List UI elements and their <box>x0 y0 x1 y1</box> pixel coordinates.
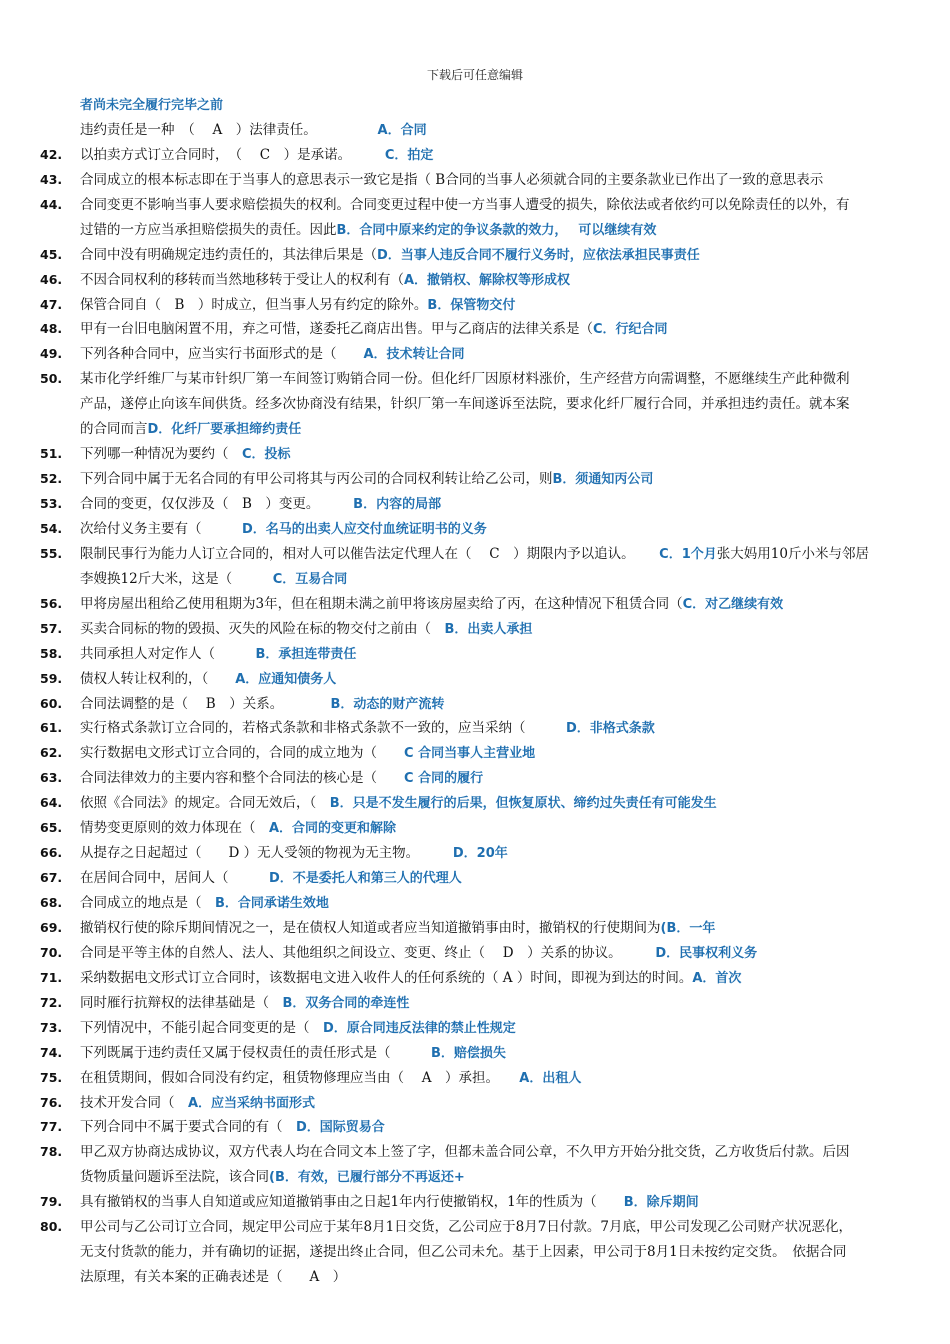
question-text <box>80 991 920 1016</box>
question-line <box>40 716 920 741</box>
question-text <box>80 716 920 741</box>
question-text <box>80 1215 920 1240</box>
question-body: 买卖合同标的物的毁损、灭失的风险在标的物交付之前由（ <box>80 620 445 637</box>
question-text <box>80 293 920 318</box>
answer-text: A．技术转让合同 <box>363 347 465 363</box>
question-body: 撤销权行使的除斥期间情况之一，是在债权人知道或者应当知道撤销事由时，撤销权的行使期间为 <box>80 919 661 936</box>
question-line <box>40 1215 920 1240</box>
question-body: 从提存之日起超过（ D ）无人受领的物视为无主物。 <box>80 845 453 862</box>
question-line <box>40 1265 920 1290</box>
question-number: 43. <box>40 171 63 187</box>
question-line <box>40 1091 920 1116</box>
question-line <box>40 891 920 916</box>
question-text <box>80 1165 920 1190</box>
question-line <box>40 293 920 318</box>
question-number: 55. <box>40 545 63 561</box>
question-body: 下列合同中不属于要式合同的有（ <box>80 1119 296 1136</box>
question-line <box>40 218 920 243</box>
answer-text: B．双务合同的牵连性 <box>282 995 410 1011</box>
question-line <box>40 692 920 717</box>
answer-text: C．拍定 <box>384 147 434 163</box>
question-line <box>40 517 920 542</box>
question-text <box>80 367 920 392</box>
question-text <box>80 916 920 941</box>
answer-text: B．合同承诺生效地 <box>215 896 329 911</box>
question-text <box>80 1265 920 1290</box>
question-number: 48. <box>40 321 63 337</box>
question-line <box>40 367 920 392</box>
question-text <box>80 517 920 542</box>
question-body: 合同变更不影响当事人要求赔偿损失的权利。合同变更过程中使一方当事人遭受的损失，除依法或者依约可以免除责任的以外，有 <box>80 196 850 213</box>
answer-text: B．除斥期间 <box>623 1195 699 1211</box>
question-line <box>40 1041 920 1066</box>
page-header: 下载后可任意编辑 <box>426 68 523 82</box>
answer-text: 者尚未完全履行完毕之前 <box>80 98 224 113</box>
question-body: 甲乙双方协商达成协议，双方代表人均在合同文本上签了字，但都未盖合同公章，不久甲方开始分批交货，乙方收货后付款。后因 <box>80 1144 850 1161</box>
question-number: 49. <box>40 346 63 362</box>
question-number: 54. <box>40 520 63 536</box>
question-text <box>80 592 920 617</box>
question-number: 72. <box>40 994 63 1010</box>
question-text <box>80 492 920 517</box>
question-body: 在租赁期间，假如合同没有约定，租赁物修理应当由（ A ）承担。 <box>80 1069 520 1086</box>
question-text <box>80 93 920 118</box>
answer-text: A．出租人 <box>519 1070 582 1086</box>
question-text <box>80 567 920 592</box>
question-text <box>80 417 920 442</box>
answer-text: B．须通知丙公司 <box>552 472 654 488</box>
answer-text: A．撤销权、解除权等形成权 <box>404 272 571 288</box>
question-body: 技术开发合同（ <box>80 1094 188 1111</box>
question-text <box>80 1091 920 1116</box>
question-line <box>40 1140 920 1165</box>
question-number: 73. <box>40 1019 63 1035</box>
answer-text: B．保管物交付 <box>427 297 516 313</box>
question-body: 同时雁行抗辩权的法律基础是（ <box>80 994 283 1011</box>
question-body: 下列合同中属于无名合同的有甲公司将其与丙公司的合同权利转让给乙公司，则 <box>80 471 553 488</box>
answer-text: A．合同 <box>377 122 427 138</box>
question-line <box>40 1115 920 1140</box>
question-body: 实行数据电文形式订立合同的，合同的成立地为（ <box>80 745 404 762</box>
question-line <box>40 118 920 143</box>
question-line <box>40 268 920 293</box>
question-number: 44. <box>40 196 63 212</box>
question-text <box>80 791 920 816</box>
question-body: 过错的一方应当承担赔偿损失的责任。因此 <box>80 221 337 238</box>
question-text <box>80 243 920 268</box>
answer-text: A．合同的变更和解除 <box>269 821 397 837</box>
question-text <box>80 816 920 841</box>
question-text <box>80 891 920 916</box>
question-text <box>80 1016 920 1041</box>
question-line <box>40 392 920 417</box>
question-number: 57. <box>40 620 63 636</box>
answer-text: A．应通知债务人 <box>235 671 337 687</box>
answer-text: B．动态的财产流转 <box>330 696 445 712</box>
question-body: 无支付货款的能力，并有确切的证据，遂提出终止合同，但乙公司未允。基于上因素，甲公司于8月1日未按约定交货。 依据合同 <box>80 1244 847 1261</box>
question-text <box>80 442 920 467</box>
answer-text: D．名马的出卖人应交付血统证明书的义务 <box>242 521 487 537</box>
question-number: 78. <box>40 1144 63 1160</box>
answer-text: B．只是不发生履行的后果，但恢复原状、缔约过失责任有可能发生 <box>329 796 717 812</box>
question-line <box>40 93 920 118</box>
question-number: 74. <box>40 1044 63 1060</box>
question-number: 75. <box>40 1069 63 1085</box>
question-number: 63. <box>40 770 63 786</box>
question-line <box>40 766 920 791</box>
question-text <box>80 1115 920 1140</box>
question-line <box>40 1016 920 1041</box>
question-line <box>40 1066 920 1091</box>
question-body: 共同承担人对定作人（ <box>80 645 256 662</box>
question-text <box>80 1066 920 1091</box>
question-number: 59. <box>40 670 63 686</box>
question-line <box>40 1165 920 1190</box>
question-number: 67. <box>40 870 63 886</box>
question-line <box>40 243 920 268</box>
question-body: 具有撤销权的当事人自知道或应知道撤销事由之日起1年内行使撤销权，1年的性质为（ <box>80 1194 624 1211</box>
question-body: 情势变更原则的效力体现在（ <box>80 820 269 837</box>
question-body: 甲将房屋出租给乙使用租期为3年，但在租期未满之前甲将该房屋卖给了丙，在这种情况下租赁合同（ <box>80 595 683 612</box>
question-number: 58. <box>40 645 63 661</box>
question-number: 64. <box>40 795 63 811</box>
question-line <box>40 816 920 841</box>
answer-text: D．化纤厂要承担缔约责任 <box>147 422 302 438</box>
question-number: 53. <box>40 496 63 511</box>
question-line <box>40 642 920 667</box>
question-number: 77. <box>40 1119 63 1135</box>
question-text <box>80 866 920 891</box>
answer-text: C．互易合同 <box>272 571 348 587</box>
answer-text: D．不是委托人和第三人的代理人 <box>269 871 462 887</box>
question-number: 65. <box>40 820 63 836</box>
answer-text: D．当事人违反合同不履行义务时，应依法承担民事责任 <box>377 247 700 263</box>
question-number: 60. <box>40 695 63 711</box>
question-number: 62. <box>40 745 63 761</box>
question-line <box>40 567 920 592</box>
question-number: 68. <box>40 895 63 910</box>
answer-text: D．国际贸易合 <box>296 1120 385 1136</box>
question-body: 限制民事行为能力人订立合同的，相对人可以催告法定代理人在（ C ）期限内予以追认。 <box>80 545 660 562</box>
question-number: 71. <box>40 969 63 985</box>
answer-text: A．应当采纳书面形式 <box>188 1095 316 1111</box>
question-line <box>40 592 920 617</box>
question-number: 47. <box>40 296 63 312</box>
question-line <box>40 168 920 193</box>
question-text <box>80 168 920 193</box>
question-line <box>40 667 920 692</box>
question-line <box>40 991 920 1016</box>
question-body: 下列哪一种情况为要约（ <box>80 446 242 463</box>
question-body: 合同成立的根本标志即在于当事人的意思表示一致它是指（ B合同的当事人必须就合同的主要条款业已作出了一致的意思表示 <box>80 171 824 188</box>
question-line <box>40 317 920 342</box>
question-body: 甲有一台旧电脑闲置不用，弃之可惜，遂委托乙商店出售。甲与乙商店的法律关系是（ <box>80 321 593 338</box>
question-body: 在居间合同中，居间人（ <box>80 870 269 887</box>
answer-text: D．非格式条款 <box>566 721 655 737</box>
question-text <box>80 193 920 218</box>
question-body: 次给付义务主要有（ <box>80 520 242 537</box>
question-text <box>80 966 920 991</box>
question-line <box>40 467 920 492</box>
question-continuation: 张大妈用10斤小米与邻居 <box>716 545 869 562</box>
answer-text: A．首次 <box>692 970 742 986</box>
question-text <box>80 1041 920 1066</box>
question-text <box>80 342 920 367</box>
question-body: 合同中没有明确规定违约责任的，其法律后果是（ <box>80 246 377 263</box>
question-body: 合同的变更，仅仅涉及（ B ）变更。 <box>80 496 354 512</box>
question-body: 法原理，有关本案的正确表述是（ A ） <box>80 1269 347 1286</box>
question-body: 不因合同权利的移转而当然地移转于受让人的权利有（ <box>80 271 404 288</box>
question-line <box>40 442 920 467</box>
answer-text: B．承担连带责任 <box>255 646 357 662</box>
answer-text: D．民事权利义务 <box>655 945 758 961</box>
question-text <box>80 841 920 866</box>
question-text <box>80 1140 920 1165</box>
question-text <box>80 667 920 692</box>
answer-text: B．内容的局部 <box>353 497 442 512</box>
question-body: 某市化学纤维厂与某市针织厂第一车间签订购销合同一份。但化纤厂因原材料涨价，生产经营方向需调整，不愿继续生产此种微利 <box>80 371 850 388</box>
answer-text: C 合同的履行 <box>404 771 484 787</box>
question-text <box>80 1190 920 1215</box>
question-number: 70. <box>40 944 63 960</box>
question-line <box>40 342 920 367</box>
question-body: 采纳数据电文形式订立合同时，该数据电文进入收件人的任何系统的（ A ）时间，即视为到达的时间。 <box>80 969 693 986</box>
question-body: 产品，遂停止向该车间供货。经多次协商没有结果，针织厂第一车间遂诉至法院，要求化纤厂履行合同，并承担违约责任。就本案 <box>80 396 850 413</box>
question-text <box>80 766 920 791</box>
question-number: 56. <box>40 595 63 611</box>
question-body: 合同法律效力的主要内容和整个合同法的核心是（ <box>80 770 404 787</box>
question-text <box>80 392 920 417</box>
question-body: 实行格式条款订立合同的，若格式条款和非格式条款不一致的，应当采纳（ <box>80 720 566 737</box>
answer-text: D．20年 <box>452 846 508 862</box>
question-body: 下列既属于违约责任又属于侵权责任的责任形式是（ <box>80 1044 431 1061</box>
question-list <box>40 93 920 1290</box>
question-text <box>80 941 920 966</box>
question-body: 债权人转让权利的，（ <box>80 670 236 687</box>
question-line <box>40 143 920 168</box>
question-line <box>40 841 920 866</box>
answer-text: D．原合同违反法律的禁止性规定 <box>323 1020 516 1036</box>
question-body: 合同法调整的是（ B ）关系。 <box>80 695 331 712</box>
question-text <box>80 741 920 766</box>
question-text <box>80 542 920 567</box>
question-body: 下列各种合同中，应当实行书面形式的是（ <box>80 346 364 363</box>
question-body: 甲公司与乙公司订立合同，规定甲公司应于某年8月1日交货，乙公司应于8月7日付款。7月底，甲公司发现乙公司财产状况恶化， <box>80 1219 852 1236</box>
question-number: 69. <box>40 919 63 935</box>
question-number: 61. <box>40 720 63 736</box>
question-body: 保管合同自（ B ）时成立，但当事人另有约定的除外。 <box>80 296 428 313</box>
question-text <box>80 642 920 667</box>
answer-text: (B．有效，已履行部分不再返还+ <box>269 1170 465 1186</box>
answer-text: B．出卖人承担 <box>444 621 533 637</box>
question-line <box>40 966 920 991</box>
question-line <box>40 866 920 891</box>
question-number: 42. <box>40 146 63 162</box>
question-text <box>80 143 920 168</box>
answer-text: C．对乙继续有效 <box>682 596 784 612</box>
question-body: 货物质量问题诉至法院，该合同 <box>80 1169 269 1186</box>
question-text <box>80 1240 920 1265</box>
question-text <box>80 692 920 717</box>
question-line <box>40 791 920 816</box>
question-number: 51. <box>40 446 63 462</box>
question-body: 以拍卖方式订立合同时， （ C ）是承诺。 <box>80 146 385 163</box>
question-text <box>80 268 920 293</box>
answer-text: (B．一年 <box>660 920 716 936</box>
question-text <box>80 118 920 143</box>
question-line <box>40 741 920 766</box>
question-number: 80. <box>40 1219 63 1235</box>
question-number: 50. <box>40 371 63 387</box>
question-body: 合同是平等主体的自然人、法人、其他组织之间设立、变更、终止（ D ）关系的协议。 <box>80 944 656 961</box>
question-text <box>80 467 920 492</box>
question-text <box>80 317 920 342</box>
question-number: 66. <box>40 845 63 861</box>
question-line <box>40 941 920 966</box>
question-line <box>40 417 920 442</box>
answer-text: C 合同当事人主营业地 <box>404 746 536 762</box>
question-line <box>40 542 920 567</box>
question-number: 52. <box>40 471 63 487</box>
question-line <box>40 492 920 517</box>
question-number: 45. <box>40 246 63 262</box>
question-body: 依照《合同法》的规定。合同无效后，（ <box>80 795 330 812</box>
question-body: 下列情况中，不能引起合同变更的是（ <box>80 1019 323 1036</box>
answer-text: C．投标 <box>242 447 291 463</box>
question-line <box>40 193 920 218</box>
answer-text: B．赔偿损失 <box>431 1045 506 1061</box>
question-body: 违约责任是一种 （ A ）法律责任。 <box>80 121 378 138</box>
question-text <box>80 617 920 642</box>
question-text <box>80 218 920 243</box>
question-body: 合同成立的地点是（ <box>80 895 215 911</box>
answer-text: C．行纪合同 <box>593 322 668 338</box>
question-line <box>40 916 920 941</box>
question-line <box>40 1190 920 1215</box>
answer-text: B．合同中原来约定的争议条款的效力， 可以继续有效 <box>336 222 657 238</box>
question-body: 的合同而言 <box>80 421 148 438</box>
answer-text: C．1个月 <box>659 546 717 562</box>
question-number: 46. <box>40 271 63 287</box>
question-number: 79. <box>40 1194 63 1210</box>
question-line <box>40 1240 920 1265</box>
question-body: 李嫂换12斤大米，这是（ <box>80 570 273 587</box>
question-number: 76. <box>40 1094 63 1110</box>
question-line <box>40 617 920 642</box>
